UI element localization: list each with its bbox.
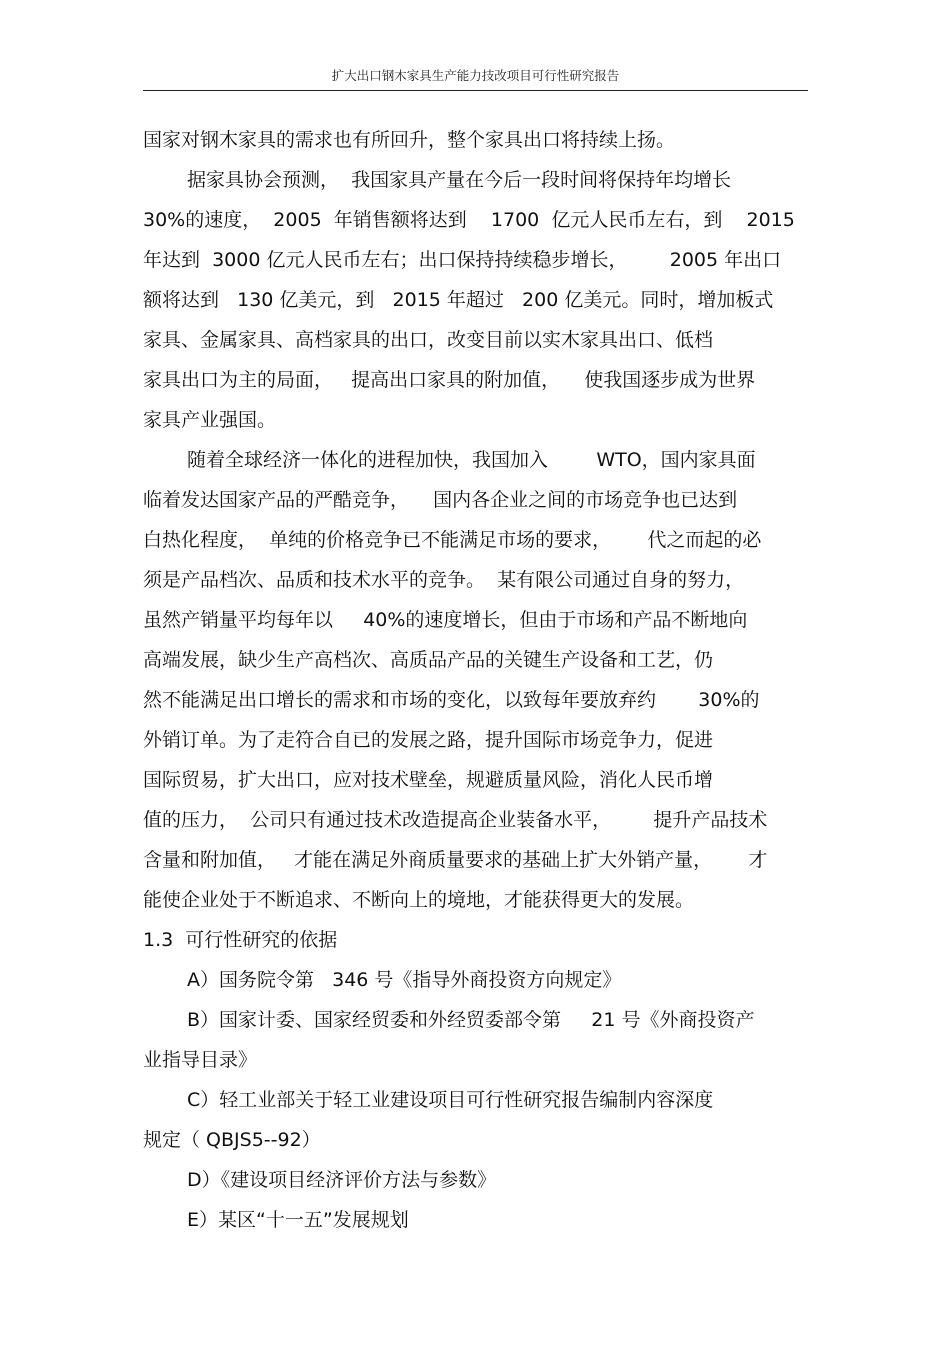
body-line: 白热化程度， 单纯的价格竞争已不能满足市场的要求， 代之而起的必 xyxy=(143,529,762,551)
running-header: 扩大出口钢木家具生产能力技改项目可行性研究报告 xyxy=(331,68,620,83)
body-line: 随着全球经济一体化的进程加快，我国加入 WTO，国内家具面 xyxy=(187,449,756,471)
list-item: B）国家计委、国家经贸委和外经贸委部令第 21 号《外商投资产 xyxy=(187,1009,755,1031)
body-line: 临着发达国家产品的严酷竞争， 国内各企业之间的市场竞争也已达到 xyxy=(143,489,738,511)
body-line: 据家具协会预测， 我国家具产量在今后一段时间将保持年均增长 xyxy=(187,169,732,191)
list-item: A）国务院令第 346 号《指导外商投资方向规定》 xyxy=(187,969,622,991)
body-line: 高端发展，缺少生产高档次、高质品产品的关键生产设备和工艺，仍 xyxy=(143,649,714,671)
body-line: 额将达到 130 亿美元，到 2015 年超过 200 亿美元。同时，增加板式 xyxy=(143,289,774,311)
body-line: 家具出口为主的局面， 提高出口家具的附加值， 使我国逐步成为世界 xyxy=(143,369,756,391)
list-item-continuation: 规定（ QBJS5--92） xyxy=(143,1129,321,1151)
body-line: 须是产品档次、品质和技术水平的竞争。 某有限公司通过自身的努力， xyxy=(143,569,745,591)
body-line: 虽然产销量平均每年以 40%的速度增长，但由于市场和产品不断地向 xyxy=(143,609,748,631)
list-item-continuation: 业指导目录》 xyxy=(143,1049,258,1071)
list-item: D）《建设项目经济评价方法与参数》 xyxy=(187,1169,497,1191)
section-heading: 1.3 可行性研究的依据 xyxy=(143,929,338,951)
header-divider xyxy=(143,90,808,91)
list-item: E）某区“十一五”发展规划 xyxy=(187,1209,409,1231)
body-line: 能使企业处于不断追求、不断向上的境地，才能获得更大的发展。 xyxy=(143,889,695,911)
body-line: 国际贸易，扩大出口，应对技术壁垒，规避质量风险，消化人民币增 xyxy=(143,769,714,791)
body-line: 年达到 3000 亿元人民币左右；出口保持持续稳步增长， 2005 年出口 xyxy=(143,249,782,271)
body-line: 国家对钢木家具的需求也有所回升，整个家具出口将持续上扬。 xyxy=(143,129,676,151)
body-line: 30%的速度， 2005 年销售额将达到 1700 亿元人民币左右，到 2015 xyxy=(143,209,795,231)
body-line: 家具产业强国。 xyxy=(143,409,277,431)
body-line: 家具、金属家具、高档家具的出口，改变目前以实木家具出口、低档 xyxy=(143,329,714,351)
body-line: 含量和附加值， 才能在满足外商质量要求的基础上扩大外销产量， 才 xyxy=(143,849,768,871)
body-line: 值的压力， 公司只有通过技术改造提高企业装备水平， 提升产品技术 xyxy=(143,809,768,831)
list-item: C）轻工业部关于轻工业建设项目可行性研究报告编制内容深度 xyxy=(187,1089,714,1111)
body-line: 然不能满足出口增长的需求和市场的变化，以致每年要放弃约 30%的 xyxy=(143,689,760,711)
body-line: 外销订单。为了走符合自已的发展之路，提升国际市场竞争力，促进 xyxy=(143,729,714,751)
